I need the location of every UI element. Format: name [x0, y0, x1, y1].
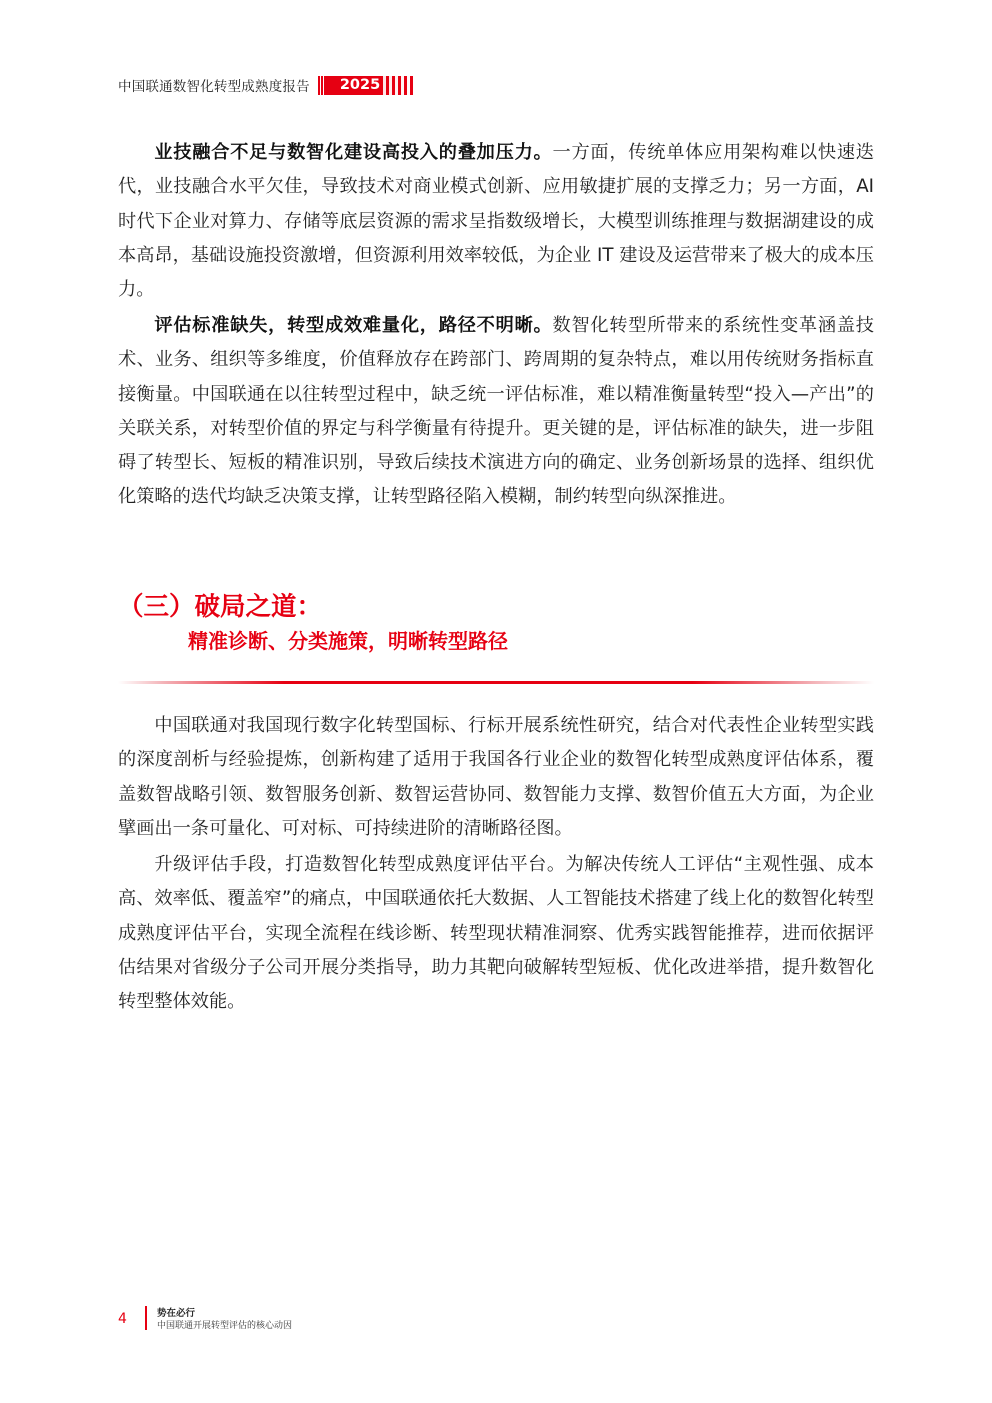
year-badge — [318, 76, 414, 95]
section-heading — [118, 588, 878, 656]
paragraph-body: 升级评估手段，打造数智化转型成熟度评估平台。为解决传统人工评估“主观性强、成本高、效率低、覆盖窄”的痛点，中国联通依托大数据、人工智能技术搭建了线上化的数智化转型成熟度评估平台，实现全流程在线诊断、转型现状精准洞察、优秀实践智能推荐，进而依据评估结果对省级分子公司开展分类指导，助力其靶向破解转型短板、优化改进举措，提升数智化转型整体效能。 — [118, 854, 874, 1013]
paragraph-assessment-system — [118, 709, 874, 846]
footer-chapter-title: 势在必行 — [157, 1308, 196, 1319]
report-title: 中国联通数智化转型成熟度报告 — [118, 79, 310, 95]
year-label: 2025 — [339, 76, 381, 93]
footer-divider — [145, 1306, 147, 1330]
paragraph-body: 数智化转型所带来的系统性变革涵盖技术、业务、组织等多维度，价值释放存在跨部门、跨周期的复杂特点，难以用传统财务指标直接衡量。中国联通在以往转型过程中，缺乏统一评估标准，难以精准衡量转型“投入—产出”的关联关系，对转型价值的界定与科学衡量有待提升。更关键的是，评估标准的缺失，进一步阻碍了转型长、短板的精准识别，导致后续技术演进方向的确定、业务创新场景的选择、组织优化策略的迭代均缺乏决策支撑，让转型路径陷入模糊，制约转型向纵深推进。 — [118, 315, 874, 508]
footer-chapter-subtitle: 中国联通开展转型评估的核心动因 — [157, 1321, 293, 1331]
section-divider — [118, 681, 874, 684]
paragraph-lead: 业技融合不足与数智化建设高投入的叠加压力。 — [154, 142, 553, 163]
paragraph-lead: 评估标准缺失，转型成效难量化，路径不明晰。 — [154, 315, 553, 336]
paragraph-evaluation-standard — [118, 309, 874, 515]
report-header — [118, 74, 414, 96]
section-subtitle: 精准诊断、分类施策，明晰转型路径 — [188, 629, 508, 653]
section-title: （三）破局之道： — [118, 592, 323, 622]
page-number: 4 — [118, 1311, 127, 1327]
paragraph-cost-pressure — [118, 136, 874, 307]
paragraph-body: 中国联通对我国现行数字化转型国标、行标开展系统性研究，结合对代表性企业转型实践的深度剖析与经验提炼，创新构建了适用于我国各行业企业的数智化转型成熟度评估体系，覆盖数智战略引领、数智服务创新、数智运营协同、数智能力支撑、数智价值五大方面，为企业擘画出一条可量化、可对标、可持续进阶的清晰路径图。 — [118, 715, 874, 839]
paragraph-assessment-platform — [118, 848, 874, 1019]
paragraph-body: 一方面，传统单体应用架构难以快速迭代，业技融合水平欠佳，导致技术对商业模式创新、应用敏捷扩展的支撑乏力；另一方面，AI 时代下企业对算力、存储等底层资源的需求呈指数级增长，大模型训练推理与数据湖建设的成本高昂，基础设施投资激增，但资源利用效率较低，为企业 IT 建设及运营带来了极大的成本压力。 — [118, 142, 874, 301]
